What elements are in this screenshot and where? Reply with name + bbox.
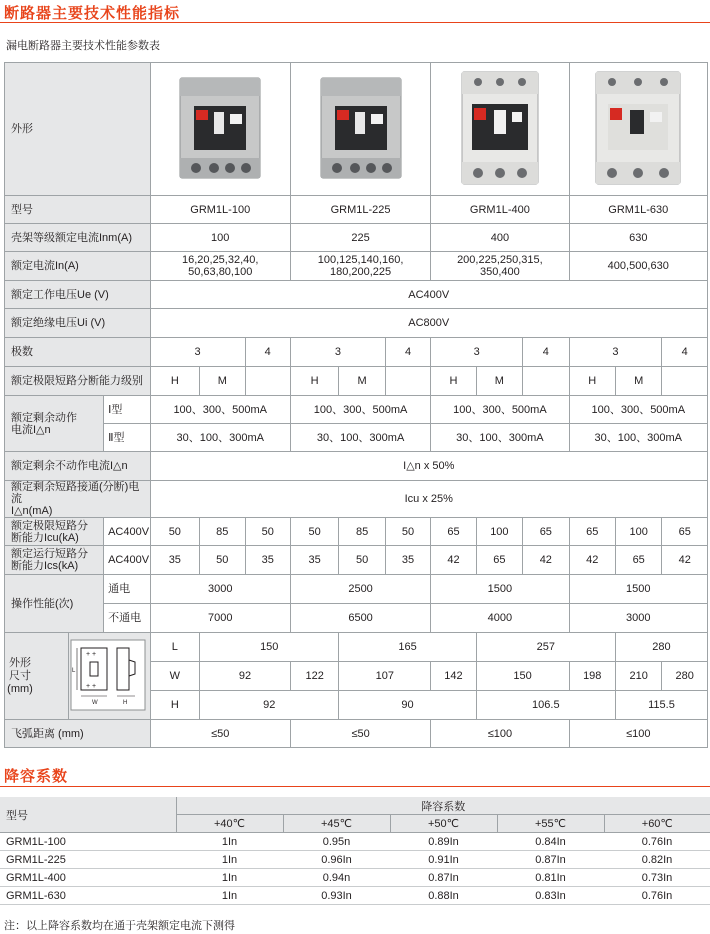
arc-value: ≤50 [290, 720, 430, 748]
level-m: M [200, 367, 245, 396]
dim-H-value: 92 [200, 691, 339, 720]
ics-value: 42 [523, 546, 569, 575]
derate-value: 0.93In [283, 887, 390, 905]
op-unpowered-value: 4000 [431, 604, 569, 633]
derate-temp-header: +60℃ [604, 815, 710, 833]
ics-value: 35 [290, 546, 339, 575]
poles-3: 3 [150, 338, 245, 367]
frame-current-2: 225 [290, 224, 430, 252]
row-op-unpowered [5, 604, 708, 633]
type1-values: 100、300、500mA [569, 396, 707, 424]
model-4: GRM1L-630 [569, 196, 707, 224]
section-rule [0, 786, 710, 787]
breaker-630-icon [590, 68, 686, 188]
label-ics: 额定运行短路分 断能力Ics(kA) [5, 546, 104, 575]
row-ics [5, 546, 708, 575]
label-type2: Ⅱ型 [104, 424, 150, 452]
op-powered-value: 3000 [150, 575, 290, 604]
label-icu: 额定极限短路分 断能力Icu(kA) [5, 518, 104, 546]
derate-temp-header: +45℃ [283, 815, 390, 833]
label-insulation-voltage: 额定绝缘电压Ui (V) [5, 309, 151, 338]
row-residual-type2 [5, 424, 708, 452]
label-unpowered: 不通电 [104, 604, 150, 633]
ics-value: 42 [431, 546, 476, 575]
op-powered-value: 1500 [431, 575, 569, 604]
arc-value: ≤100 [431, 720, 569, 748]
icu-value: 50 [290, 518, 339, 546]
derate-temp-header: +55℃ [497, 815, 604, 833]
svg-text:W: W [91, 699, 98, 706]
op-unpowered-value: 3000 [569, 604, 707, 633]
breaker-400-icon [454, 68, 546, 188]
icu-value: 65 [662, 518, 708, 546]
type1-values: 100、300、500mA [150, 396, 290, 424]
derate-value: 0.87In [497, 851, 604, 869]
ics-value: 42 [662, 546, 708, 575]
label-model: 型号 [5, 196, 151, 224]
svg-text:+ +: + + [85, 650, 97, 658]
dim-H-value: 90 [339, 691, 476, 720]
row-op-powered [5, 575, 708, 604]
derate-value: 0.95n [283, 833, 390, 851]
label-operation: 操作性能(次) [5, 575, 104, 633]
ics-value: 50 [339, 546, 385, 575]
breaker-image-100 [150, 63, 290, 196]
ics-value: 35 [245, 546, 290, 575]
spec-table [4, 62, 708, 748]
icu-value: 65 [569, 518, 615, 546]
breaker-225-icon [315, 74, 407, 182]
derate-row [0, 887, 710, 905]
label-H: H [150, 691, 200, 720]
row-rated-voltage [5, 281, 708, 309]
icu-value: 85 [200, 518, 245, 546]
label-ac400: AC400V [104, 518, 150, 546]
level-m: M [339, 367, 385, 396]
derating-table [0, 797, 710, 905]
dim-H-value: 115.5 [615, 691, 707, 720]
dim-L-value: 165 [339, 633, 476, 662]
derate-value: 0.84In [497, 833, 604, 851]
row-dim-L [5, 633, 708, 662]
row-frame-current [5, 224, 708, 252]
svg-text:L: L [71, 667, 76, 674]
derate-model: GRM1L-225 [0, 851, 176, 869]
label-non-action: 额定剩余不动作电流I△n [5, 452, 151, 481]
row-arc [5, 720, 708, 748]
label-breaking-level: 额定极限短路分断能力级别 [5, 367, 151, 396]
model-2: GRM1L-225 [290, 196, 430, 224]
level-h: H [431, 367, 476, 396]
derate-value: 0.96In [283, 851, 390, 869]
icu-value: 50 [150, 518, 200, 546]
model-1: GRM1L-100 [150, 196, 290, 224]
derate-value: 1In [176, 869, 283, 887]
label-dims: 外形 [9, 656, 31, 669]
dim-W-value: 107 [339, 662, 431, 691]
derate-value: 0.76In [604, 833, 710, 851]
derate-value: 0.76In [604, 887, 710, 905]
poles-3: 3 [431, 338, 523, 367]
ics-value: 50 [200, 546, 245, 575]
row-insulation-voltage [5, 309, 708, 338]
dim-W-value: 92 [200, 662, 291, 691]
poles-4: 4 [385, 338, 430, 367]
type1-values: 100、300、500mA [290, 396, 430, 424]
derate-model: GRM1L-630 [0, 887, 176, 905]
arc-value: ≤50 [150, 720, 290, 748]
type2-values: 30、100、300mA [290, 424, 430, 452]
dim-L-value: 257 [476, 633, 615, 662]
derate-value: 1In [176, 833, 283, 851]
dim-W-value: 210 [615, 662, 661, 691]
derate-header-row [0, 797, 710, 815]
level-h: H [150, 367, 200, 396]
table-subtitle: 漏电断路器主要技术性能参数表 [6, 40, 160, 52]
ics-value: 35 [385, 546, 430, 575]
level-h: H [290, 367, 339, 396]
label-appearance: 外形 [5, 63, 151, 196]
dim-W-value: 198 [569, 662, 615, 691]
icu-value: 100 [476, 518, 522, 546]
ics-value: 35 [150, 546, 200, 575]
derate-row [0, 869, 710, 887]
derate-value: 0.89In [390, 833, 497, 851]
dim-L-value: 280 [615, 633, 707, 662]
ics-value: 65 [476, 546, 522, 575]
derate-model: GRM1L-100 [0, 833, 176, 851]
type1-values: 100、300、500mA [431, 396, 569, 424]
row-appearance [5, 63, 708, 196]
derate-value: 0.88In [390, 887, 497, 905]
derate-row [0, 851, 710, 869]
frame-current-3: 400 [431, 224, 569, 252]
rated-voltage-value: AC400V [150, 281, 707, 309]
row-breaking-level [5, 367, 708, 396]
type2-values: 30、100、300mA [569, 424, 707, 452]
rated-current-3: 200,225,250,315, 350,400 [431, 252, 569, 281]
derate-value: 0.82In [604, 851, 710, 869]
row-poles [5, 338, 708, 367]
label-residual-action: 额定剩余动作 电流I△n [5, 396, 104, 452]
dims-cell [5, 633, 69, 720]
derate-value: 0.83In [497, 887, 604, 905]
derate-value: 0.94n [283, 869, 390, 887]
row-icu [5, 518, 708, 546]
icu-value: 50 [385, 518, 430, 546]
derate-value: 0.91In [390, 851, 497, 869]
label-ac400: AC400V [104, 546, 150, 575]
dim-H-value: 106.5 [476, 691, 615, 720]
frame-current-1: 100 [150, 224, 290, 252]
breaker-image-225 [290, 63, 430, 196]
label-making: 额定剩余短路接通(分断)电流 I△n(mA) [5, 481, 151, 518]
label-poles: 极数 [5, 338, 151, 367]
derate-value: 1In [176, 887, 283, 905]
poles-4: 4 [523, 338, 569, 367]
rated-current-1: 16,20,25,32,40, 50,63,80,100 [150, 252, 290, 281]
dimension-drawing-icon [69, 638, 147, 712]
label-rated-current: 额定电流In(A) [5, 252, 151, 281]
level-h: H [569, 367, 615, 396]
derate-group-header: 降容系数 [176, 797, 710, 815]
icu-value: 65 [523, 518, 569, 546]
derate-row [0, 833, 710, 851]
dim-W-value: 142 [431, 662, 476, 691]
derate-value: 0.73In [604, 869, 710, 887]
derate-value: 1In [176, 851, 283, 869]
non-action-value: I△n x 50% [150, 452, 707, 481]
breaker-image-630 [569, 63, 707, 196]
dim-W-value: 150 [476, 662, 569, 691]
label-arc: 飞弧距离 (mm) [5, 720, 151, 748]
label-frame-current: 壳架等级额定电流Inm(A) [5, 224, 151, 252]
making-value: Icu x 25% [150, 481, 707, 518]
op-unpowered-value: 7000 [150, 604, 290, 633]
icu-value: 65 [431, 518, 476, 546]
derate-value: 0.81In [497, 869, 604, 887]
icu-value: 85 [339, 518, 385, 546]
label-L: L [150, 633, 200, 662]
derate-model-header: 型号 [0, 797, 176, 833]
label-dims-unit: (mm) [7, 682, 33, 695]
breaker-100-icon [174, 74, 266, 182]
model-3: GRM1L-400 [431, 196, 569, 224]
level-m: M [476, 367, 522, 396]
ics-value: 65 [615, 546, 661, 575]
row-residual-type1 [5, 396, 708, 424]
row-model [5, 196, 708, 224]
type2-values: 30、100、300mA [431, 424, 569, 452]
level-m: M [615, 367, 661, 396]
derate-temp-header: +40℃ [176, 815, 283, 833]
derate-model: GRM1L-400 [0, 869, 176, 887]
label-powered: 通电 [104, 575, 150, 604]
op-unpowered-value: 6500 [290, 604, 430, 633]
op-powered-value: 2500 [290, 575, 430, 604]
derate-value: 0.87In [390, 869, 497, 887]
svg-text:H: H [122, 699, 128, 706]
icu-value: 100 [615, 518, 661, 546]
section-rule [0, 22, 710, 23]
poles-3: 3 [290, 338, 385, 367]
icu-value: 50 [245, 518, 290, 546]
insulation-voltage-value: AC800V [150, 309, 707, 338]
arc-value: ≤100 [569, 720, 707, 748]
label-rated-voltage: 额定工作电压Ue (V) [5, 281, 151, 309]
dimension-drawing [68, 633, 150, 720]
frame-current-4: 630 [569, 224, 707, 252]
derate-temp-header: +50℃ [390, 815, 497, 833]
poles-4: 4 [662, 338, 708, 367]
row-rated-current [5, 252, 708, 281]
type2-values: 30、100、300mA [150, 424, 290, 452]
row-making [5, 481, 708, 518]
footnote: 注：以上降容系数均在通于壳架额定电流下测得 [4, 920, 235, 932]
poles-4: 4 [245, 338, 290, 367]
dim-W-value: 122 [290, 662, 339, 691]
label-W: W [150, 662, 200, 691]
rated-current-4: 400,500,630 [569, 252, 707, 281]
row-non-action [5, 452, 708, 481]
op-powered-value: 1500 [569, 575, 707, 604]
dim-W-value: 280 [662, 662, 708, 691]
rated-current-2: 100,125,140,160, 180,200,225 [290, 252, 430, 281]
label-type1: Ⅰ型 [104, 396, 150, 424]
label-dims: 尺寸 [9, 669, 31, 682]
ics-value: 42 [569, 546, 615, 575]
dim-L-value: 150 [200, 633, 339, 662]
svg-text:+ +: + + [85, 682, 97, 690]
section-title-derating: 降容系数 [4, 768, 69, 785]
section-title-specs: 断路器主要技术性能指标 [4, 5, 181, 22]
breaker-image-400 [431, 63, 569, 196]
poles-3: 3 [569, 338, 662, 367]
